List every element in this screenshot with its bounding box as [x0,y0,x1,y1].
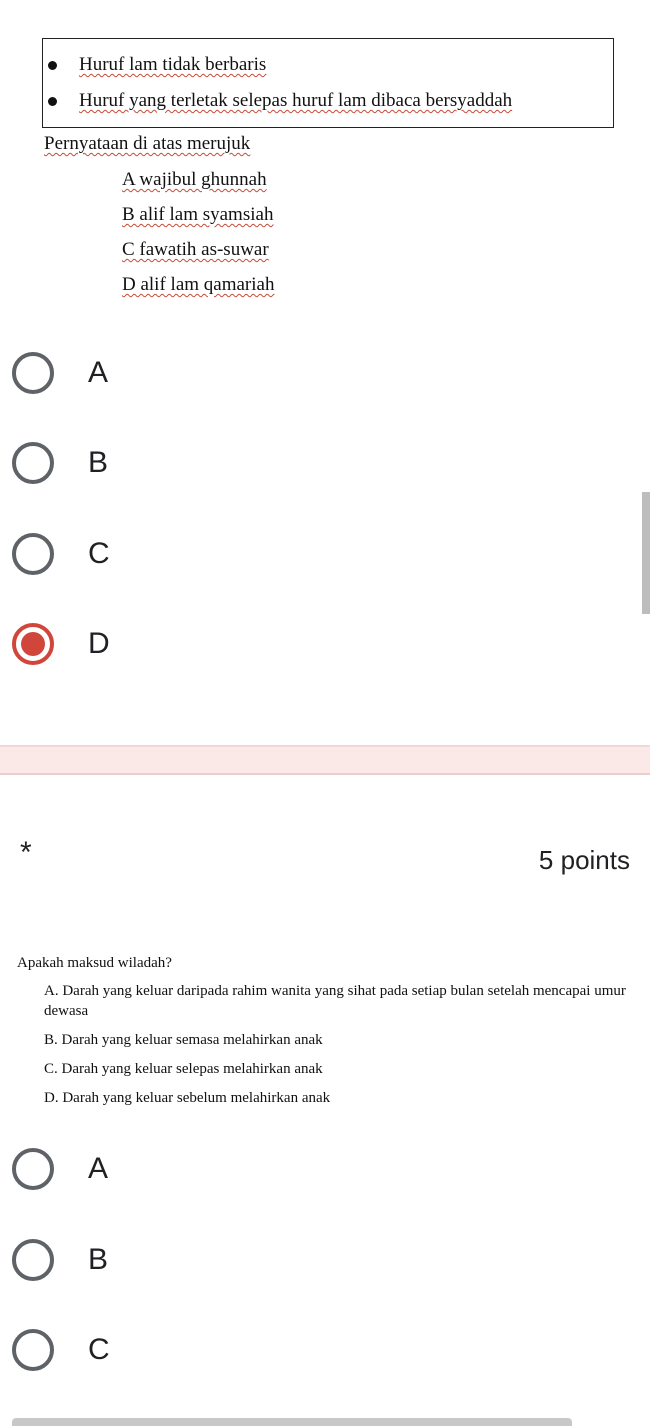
radio-option-b[interactable] [12,438,108,488]
question-image-box [42,38,614,128]
radio-label: B [88,1243,109,1276]
radio-checked-icon[interactable] [12,623,54,665]
option-text-a: A wajibul ghunnah [122,169,267,190]
radio-label: B [88,446,109,479]
radio-option-c[interactable] [12,529,110,579]
bullet-dot [48,97,57,106]
radio-unchecked-icon[interactable] [12,1329,54,1371]
radio-option-a[interactable] [12,348,108,398]
option-text-b: B. Darah yang keluar semasa melahirkan anak [44,1032,323,1048]
bullet-item [48,54,266,76]
radio-label: C [88,1333,110,1366]
radio-option-c[interactable] [12,1325,110,1375]
option-text-a-continued: dewasa [44,1003,89,1019]
option-text-d: D alif lam qamariah [122,274,275,295]
radio-unchecked-icon[interactable] [12,1148,54,1190]
radio-unchecked-icon[interactable] [12,442,54,484]
radio-option-a[interactable] [12,1144,108,1194]
required-asterisk: * [20,836,32,869]
option-text-a: A. Darah yang keluar daripada rahim wanita yang sihat pada setiap bulan setelah mencapai umur [44,983,626,999]
question-divider [0,745,650,775]
question-statement: Pernyataan di atas merujuk [44,133,251,154]
option-text-b: B alif lam syamsiah [122,204,274,225]
option-text-c: C. Darah yang keluar selepas melahirkan anak [44,1061,323,1077]
bullet-text: Huruf yang terletak selepas huruf lam dibaca bersyaddah [79,90,513,111]
option-text-d: D. Darah yang keluar sebelum melahirkan anak [44,1090,331,1106]
radio-unchecked-icon[interactable] [12,1239,54,1281]
radio-label: C [88,537,110,570]
bullet-text: Huruf lam tidak berbaris [79,54,267,75]
question-prompt: Apakah maksud wiladah? [17,955,172,971]
radio-label: A [88,356,109,389]
next-option-partial [12,1418,572,1426]
bullet-dot [48,61,57,70]
radio-label: A [88,1152,109,1185]
scrollbar-thumb[interactable] [642,492,650,614]
radio-option-d[interactable] [12,619,110,669]
radio-label: D [88,627,110,660]
radio-unchecked-icon[interactable] [12,533,54,575]
points-label: 5 points [538,845,630,875]
radio-option-b[interactable] [12,1235,108,1285]
bullet-item [48,90,512,112]
option-text-c: C fawatih as-suwar [122,239,269,260]
radio-unchecked-icon[interactable] [12,352,54,394]
